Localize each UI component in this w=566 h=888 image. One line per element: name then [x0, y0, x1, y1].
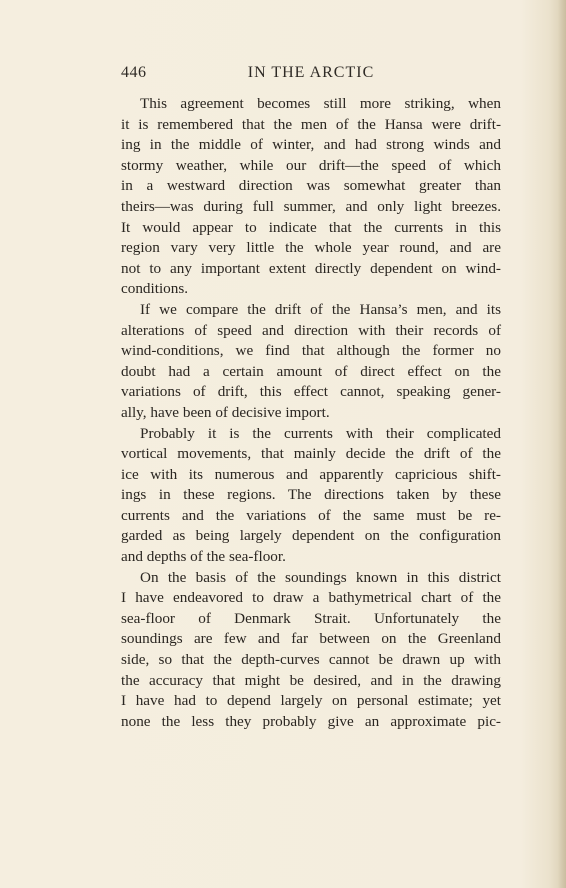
text-line: I have had to depend largely on personal estimate; yet [121, 692, 501, 710]
text-line: wind-conditions, we find that although the former no [121, 342, 501, 360]
text-line: in a westward direction was somewhat greater than [121, 177, 501, 195]
body-text [121, 94, 501, 732]
page-number: 446 [121, 64, 147, 81]
text-line: region vary very little the whole year round, and are [121, 239, 501, 257]
text-line: It would appear to indicate that the currents in this [121, 218, 501, 236]
text-line: the accuracy that might be desired, and in the drawing [121, 671, 501, 689]
text-line: currents and the variations of the same must be re- [121, 506, 501, 524]
text-line: sea-floor of Denmark Strait. Unfortunately the [121, 609, 501, 627]
text-line: On the basis of the soundings known in this district [140, 568, 501, 586]
text-line: stormy weather, while our drift—the speed of which [121, 156, 501, 174]
running-title: IN THE ARCTIC [247, 64, 375, 81]
text-line: theirs—was during full summer, and only light breezes. [121, 197, 501, 215]
text-line: side, so that the depth-curves cannot be drawn up with [121, 651, 501, 669]
text-line: This agreement becomes still more striking, when [140, 95, 501, 112]
text-line: I have endeavored to draw a bathymetrical chart of the [121, 589, 501, 607]
text-line: Probably it is the currents with their complicated [140, 424, 501, 442]
text-line: conditions. [121, 280, 189, 298]
text-line: garded as being largely dependent on the configuration [121, 527, 501, 545]
running-header [121, 64, 501, 86]
text-line: and depths of the sea-floor. [121, 548, 286, 566]
text-line: not to any important extent directly dependent on wind- [121, 259, 501, 277]
text-line: alterations of speed and direction with their records of [121, 321, 501, 339]
text-line: ice with its numerous and apparently capricious shift- [121, 465, 501, 483]
text-line: variations of drift, this effect cannot, speaking gener- [121, 383, 501, 401]
text-line: ings in these regions. The directions taken by these [121, 486, 501, 504]
text-line: If we compare the drift of the Hansa’s men, and its [140, 300, 501, 318]
text-line: ing in the middle of winter, and had strong winds and [121, 136, 501, 154]
text-line: none the less they probably give an approximate pic- [121, 712, 501, 730]
text-line: it is remembered that the men of the Hansa were drift- [121, 115, 501, 133]
text-line: vortical movements, that mainly decide the drift of the [121, 445, 501, 463]
text-line: doubt had a certain amount of direct effect on the [121, 362, 501, 380]
text-line: soundings are few and far between on the Greenland [121, 630, 501, 648]
text-line: ally, have been of decisive import. [121, 403, 330, 421]
page-edge-shadow [558, 0, 566, 888]
